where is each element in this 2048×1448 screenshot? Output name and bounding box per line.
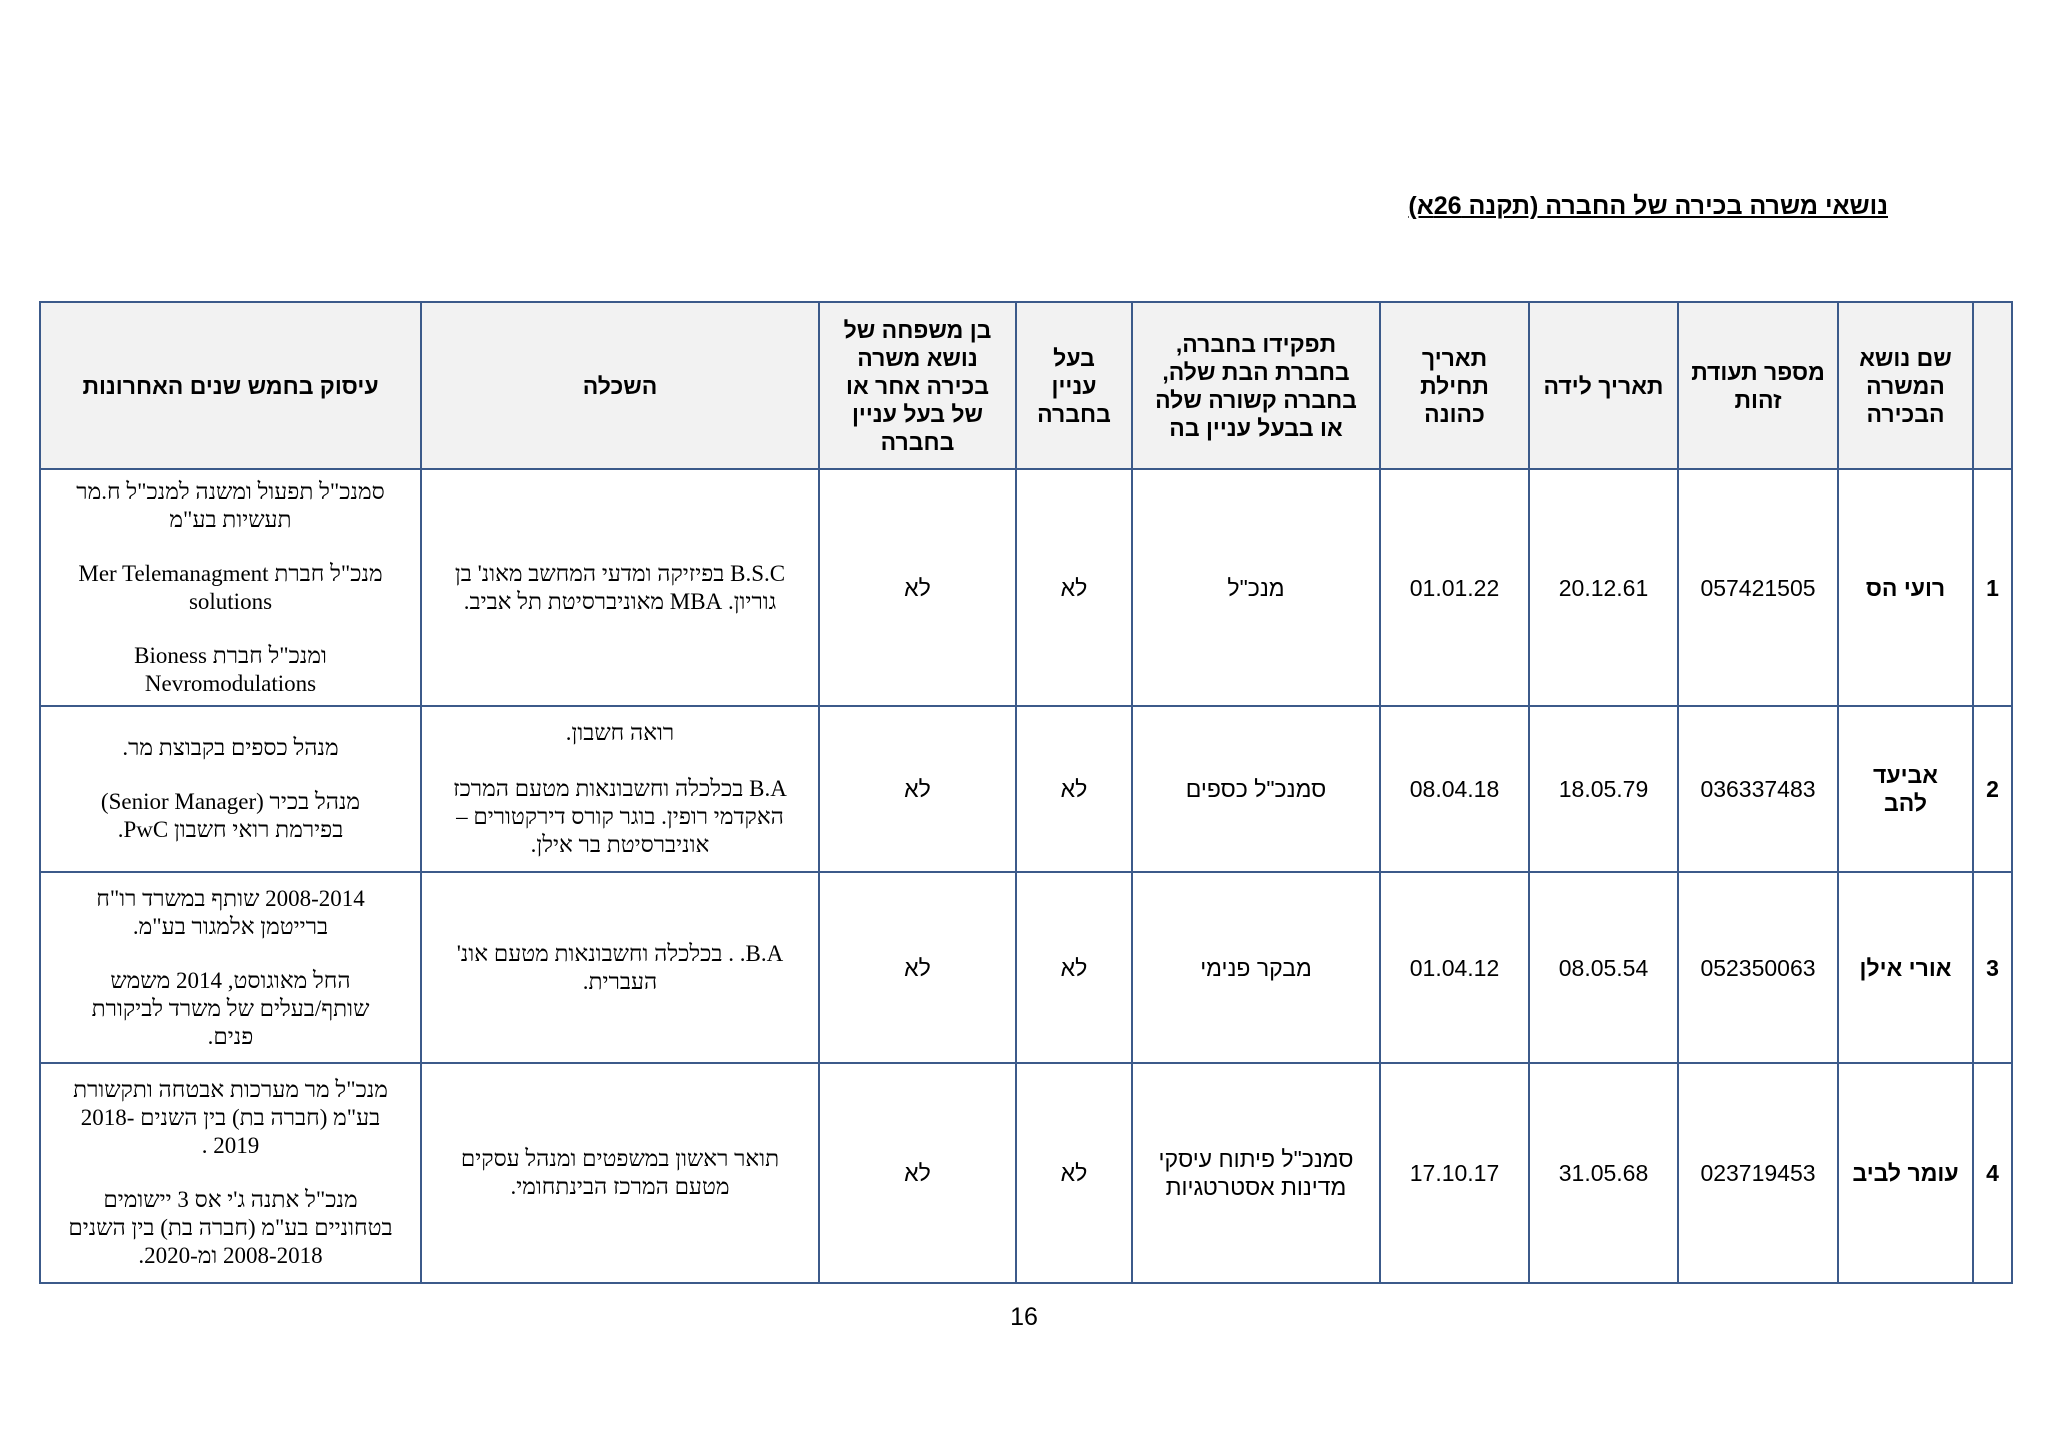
header-birth-date: תאריך לידה: [1529, 302, 1678, 469]
employment: 2008-2014 שותף במשרד רו"ח ברייטמן אלמגור בע"מ. החל מאוגוסט, 2014 משמש שותף/בעלים של משרד לביקורת פנים.: [40, 872, 421, 1063]
birth-date: 08.05.54: [1529, 872, 1678, 1063]
page-title: נושאי משרה בכירה של החברה (תקנה 26א): [1408, 192, 1888, 220]
birth-date: 31.05.68: [1529, 1063, 1678, 1283]
role: סמנכ"ל כספים: [1132, 706, 1380, 872]
row-number: 2: [1973, 706, 2012, 872]
birth-date: 20.12.61: [1529, 469, 1678, 706]
education: תואר ראשון במשפטים ומנהל עסקים מטעם המרכז הבינתחומי.: [421, 1063, 819, 1283]
family-relation: לא: [819, 469, 1016, 706]
header-employment: עיסוק בחמש שנים האחרונות: [40, 302, 421, 469]
interested-party: לא: [1016, 1063, 1132, 1283]
header-interested-party: בעל עניין בחברה: [1016, 302, 1132, 469]
table-row: [40, 1063, 2012, 1283]
id-number: 052350063: [1678, 872, 1838, 1063]
header-role: תפקידו בחברה, בחברת הבת שלה, בחברה קשורה שלה או בבעל עניין בה: [1132, 302, 1380, 469]
officer-name: עומר לביב: [1838, 1063, 1973, 1283]
start-date: 08.04.18: [1380, 706, 1529, 872]
header-family-relation: בן משפחה של נושא משרה בכירה אחר או של בעל עניין בחברה: [819, 302, 1016, 469]
header-id: מספר תעודת זהות: [1678, 302, 1838, 469]
family-relation: לא: [819, 872, 1016, 1063]
start-date: 01.01.22: [1380, 469, 1529, 706]
row-number: 3: [1973, 872, 2012, 1063]
header-education: השכלה: [421, 302, 819, 469]
table-row: [40, 469, 2012, 706]
employment: מנהל כספים בקבוצת מר. מנהל בכיר (Senior Manager) בפירמת רואי חשבון PwC.: [40, 706, 421, 872]
page-number: 16: [1010, 1303, 1038, 1331]
table-row: [40, 872, 2012, 1063]
header-name: שם נושא המשרה הבכירה: [1838, 302, 1973, 469]
table-row: [40, 706, 2012, 872]
employment: מנכ"ל מר מערכות אבטחה ותקשורת בע"מ (חברה בת) בין השנים -2018 2019 . מנכ"ל אתנה ג'י אס 3 יישומים בטחוניים בע"מ (חברה בת) בין השנים 2008-2018 ומ-2020.: [40, 1063, 421, 1283]
education: B.A. . בכלכלה וחשבונאות מטעם אונ' העברית.: [421, 872, 819, 1063]
officer-name: אביעד להב: [1838, 706, 1973, 872]
table-header-row: [40, 302, 2012, 469]
row-number: 1: [1973, 469, 2012, 706]
officer-name: אורי אילן: [1838, 872, 1973, 1063]
senior-officers-table: [39, 301, 2013, 1284]
start-date: 17.10.17: [1380, 1063, 1529, 1283]
interested-party: לא: [1016, 872, 1132, 1063]
header-num: [1973, 302, 2012, 469]
header-start-date: תאריך תחילת כהונה: [1380, 302, 1529, 469]
education: B.S.C בפיזיקה ומדעי המחשב מאונ' בן גוריון. MBA מאוניברסיטת תל אביב.: [421, 469, 819, 706]
education: רואה חשבון. B.A בכלכלה וחשבונאות מטעם המרכז האקדמי רופין. בוגר קורס דירקטורים – אוניברסיטת בר אילן.: [421, 706, 819, 872]
id-number: 023719453: [1678, 1063, 1838, 1283]
family-relation: לא: [819, 1063, 1016, 1283]
family-relation: לא: [819, 706, 1016, 872]
role: סמנכ"ל פיתוח עיסקי מדינות אסטרטגיות: [1132, 1063, 1380, 1283]
start-date: 01.04.12: [1380, 872, 1529, 1063]
birth-date: 18.05.79: [1529, 706, 1678, 872]
role: מנכ"ל: [1132, 469, 1380, 706]
interested-party: לא: [1016, 706, 1132, 872]
officer-name: רועי הס: [1838, 469, 1973, 706]
interested-party: לא: [1016, 469, 1132, 706]
row-number: 4: [1973, 1063, 2012, 1283]
id-number: 036337483: [1678, 706, 1838, 872]
id-number: 057421505: [1678, 469, 1838, 706]
employment: סמנכ"ל תפעול ומשנה למנכ"ל ח.מר תעשיות בע"מ מנכ"ל חברת Mer Telemanagment solutions ומנכ"ל חברת Bioness Nevromodulations: [40, 469, 421, 706]
role: מבקר פנימי: [1132, 872, 1380, 1063]
